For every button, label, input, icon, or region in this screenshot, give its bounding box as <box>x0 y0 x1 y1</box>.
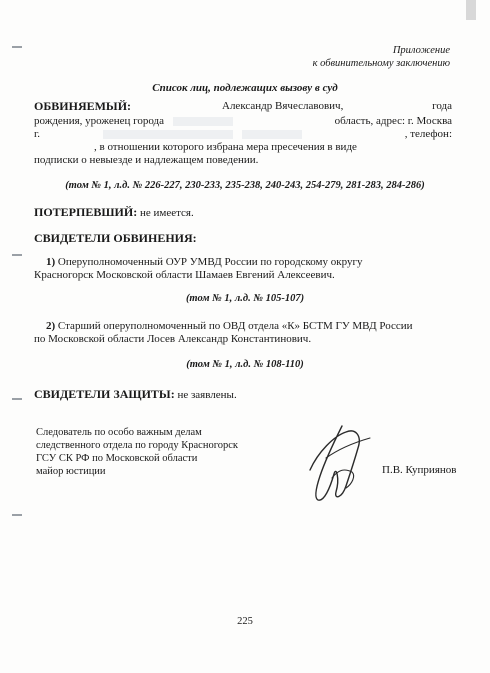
signatory-block <box>36 426 238 478</box>
redacted-field <box>242 130 302 139</box>
witness-description: Оперуполномоченный ОУР УМВД России по городскому округу <box>57 256 363 268</box>
margin-mark <box>12 398 22 400</box>
redacted-field <box>103 130 233 139</box>
witness-description-cont: Красногорск Московской области Шамаев Евгений Алексеевич. <box>34 269 335 281</box>
victim-heading: ПОТЕРПЕВШИЙ: <box>34 205 138 219</box>
accused-block <box>34 100 452 167</box>
accused-name-fragment: Александр Вячеславович, <box>222 100 344 112</box>
accused-year-fragment: года <box>432 100 452 112</box>
accused-phone-label: , телефон: <box>404 128 452 140</box>
prosecution-witness-2 <box>34 320 452 346</box>
signatory-line: ГСУ СК РФ по Московской области <box>36 453 198 464</box>
accused-measure: , в отношении которого избрана мера пресечения в виде <box>94 141 357 153</box>
list-title: Список лиц, подлежащих вызову в суд <box>152 82 338 94</box>
accused-birthplace: рождения, уроженец города <box>34 115 165 127</box>
victim-block <box>34 206 452 220</box>
page-corner-mark <box>466 0 476 20</box>
accused-address: область, адрес: г. Москва <box>334 115 452 127</box>
accused-city-prefix: г. <box>34 128 41 140</box>
witness-1-case-ref: (том № 1, л.д. № 105-107) <box>185 293 305 304</box>
signatory-name: П.В. Куприянов <box>382 464 457 476</box>
appendix-line: к обвинительному заключению <box>312 58 450 69</box>
prosecution-heading <box>34 232 452 246</box>
defense-block <box>34 388 452 402</box>
accused-measure-cont: подписки о невыезде и надлежащем поведении. <box>34 154 259 166</box>
prosecution-heading-text: СВИДЕТЕЛИ ОБВИНЕНИЯ: <box>34 231 197 245</box>
defense-heading: СВИДЕТЕЛИ ЗАЩИТЫ: <box>34 387 175 401</box>
appendix-header <box>313 44 450 70</box>
defense-text: не заявлены. <box>174 389 237 401</box>
margin-mark <box>12 514 22 516</box>
witness-2-case-ref: (том № 1, л.д. № 108-110) <box>186 359 304 370</box>
accused-heading: ОБВИНЯЕМЫЙ: <box>34 99 132 113</box>
victim-text: не имеется. <box>137 207 194 219</box>
page-number: 225 <box>237 616 253 627</box>
prosecution-witness-1 <box>34 256 452 282</box>
signatory-line: майор юстиции <box>36 466 106 477</box>
witness-number: 1) <box>46 256 56 268</box>
margin-mark <box>12 46 22 48</box>
witness-number: 2) <box>46 320 56 332</box>
signatory-line: Следователь по особо важным делам <box>36 427 202 438</box>
appendix-line: Приложение <box>392 45 450 56</box>
accused-case-ref: (том № 1, л.д. № 226-227, 230-233, 235-238, 240-243, 254-279, 281-283, 284-286) <box>65 180 425 191</box>
signatory-line: следственного отдела по городу Красногорск <box>36 440 239 451</box>
handwritten-signature <box>296 418 378 514</box>
margin-mark <box>12 254 22 256</box>
witness-description: Старший оперуполномоченный по ОВД отдела «К» БСТМ ГУ МВД России <box>57 320 413 332</box>
witness-description-cont: по Московской области Лосев Александр Константинович. <box>34 333 312 345</box>
redacted-field <box>173 117 233 126</box>
